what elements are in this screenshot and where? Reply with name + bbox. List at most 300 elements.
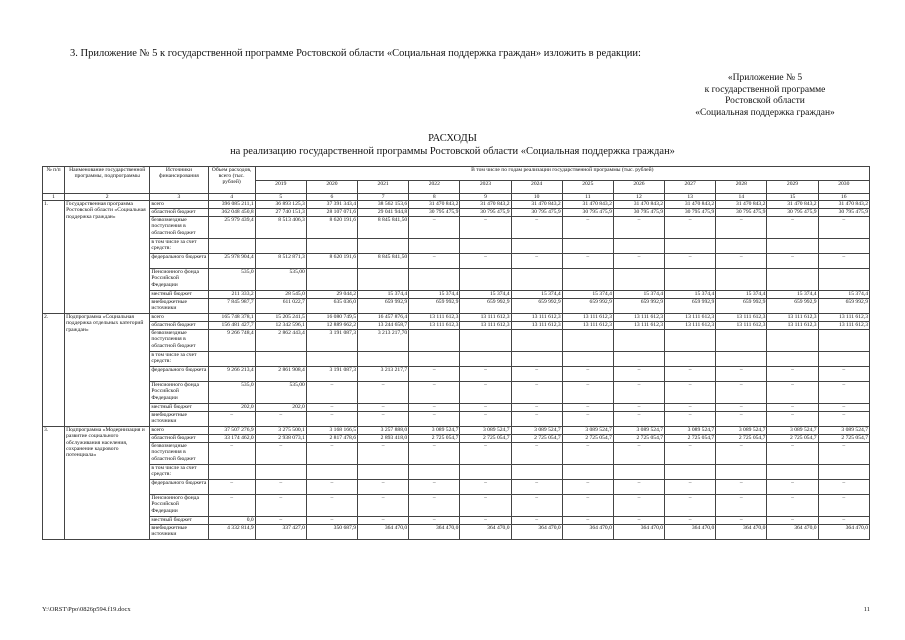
funding-source: всего: [150, 314, 208, 322]
funding-source: безвозмездные поступления в областной бюджет: [150, 217, 208, 239]
value-cell: [409, 239, 460, 254]
value-cell: 12 342 596,1: [255, 322, 306, 330]
value-cell: –: [716, 217, 767, 239]
value-cell: –: [358, 382, 409, 404]
funding-source: безвозмездные поступления в областной бюджет: [150, 330, 208, 352]
header-num: № п/п: [43, 167, 65, 194]
value-cell: 2 862 443,4: [255, 330, 306, 352]
page-number: 11: [863, 606, 870, 613]
appendix-line: «Социальная поддержка граждан»: [695, 107, 835, 118]
value-cell: 659 992,9: [409, 299, 460, 314]
funding-source: местный бюджет: [150, 517, 208, 525]
value-cell: –: [511, 217, 562, 239]
column-number: 4: [208, 194, 255, 201]
value-cell: 362 048 450,8: [208, 209, 255, 217]
value-cell: –: [716, 495, 767, 517]
table-row: [43, 443, 870, 465]
value-cell: –: [716, 404, 767, 412]
value-cell: –: [613, 480, 664, 495]
value-cell: –: [716, 382, 767, 404]
value-cell: [613, 330, 664, 352]
value-cell: 36 893 125,3: [255, 201, 306, 209]
value-cell: 13 111 612,3: [409, 314, 460, 322]
funding-source: федерального бюджета: [150, 367, 208, 382]
value-cell: [511, 269, 562, 291]
value-cell: [460, 239, 511, 254]
table-row: [43, 480, 870, 495]
value-cell: –: [818, 443, 869, 465]
value-cell: –: [306, 382, 357, 404]
column-number: 1: [43, 194, 65, 201]
funding-source: Пенсионного фонда Российской Федерации: [150, 382, 208, 404]
value-cell: –: [460, 382, 511, 404]
value-cell: –: [409, 517, 460, 525]
value-cell: 13 111 612,3: [511, 322, 562, 330]
value-cell: [409, 330, 460, 352]
header-year: 2024: [511, 180, 562, 194]
value-cell: –: [562, 404, 613, 412]
header-row: [43, 167, 870, 181]
value-cell: 364 470,0: [562, 525, 613, 540]
value-cell: 3 257 888,0: [358, 427, 409, 435]
value-cell: –: [409, 443, 460, 465]
value-cell: –: [613, 495, 664, 517]
value-cell: 13 111 612,3: [665, 314, 716, 322]
value-cell: –: [306, 517, 357, 525]
value-cell: –: [818, 517, 869, 525]
column-number: 2: [65, 194, 150, 201]
column-number: 12: [613, 194, 664, 201]
value-cell: 13 111 612,3: [818, 322, 869, 330]
value-cell: –: [562, 367, 613, 382]
table-row: [43, 217, 870, 239]
value-cell: 15 374,4: [818, 291, 869, 299]
value-cell: [460, 352, 511, 367]
header-year: 2028: [716, 180, 767, 194]
value-cell: [716, 269, 767, 291]
value-cell: –: [562, 443, 613, 465]
value-cell: –: [255, 517, 306, 525]
value-cell: 3 191 087,3: [306, 330, 357, 352]
value-cell: 8 512 871,3: [255, 254, 306, 269]
value-cell: –: [665, 517, 716, 525]
table-row: [43, 322, 870, 330]
value-cell: 13 111 612,3: [818, 314, 869, 322]
value-cell: 535,0: [208, 269, 255, 291]
value-cell: –: [306, 412, 357, 427]
value-cell: 3 089 524,7: [665, 427, 716, 435]
value-cell: 202,0: [255, 404, 306, 412]
value-cell: –: [716, 480, 767, 495]
value-cell: [255, 352, 306, 367]
value-cell: [358, 239, 409, 254]
table-row: [43, 495, 870, 517]
value-cell: –: [460, 367, 511, 382]
value-cell: [306, 352, 357, 367]
table-row: [43, 314, 870, 322]
value-cell: 15 205 241,5: [255, 314, 306, 322]
value-cell: –: [716, 517, 767, 525]
value-cell: –: [511, 443, 562, 465]
value-cell: [613, 352, 664, 367]
appendix-line: «Приложение № 5: [727, 73, 803, 83]
table-row: [43, 382, 870, 404]
value-cell: 13 244 658,7: [358, 322, 409, 330]
value-cell: 31 470 843,2: [716, 201, 767, 209]
value-cell: 364 470,0: [511, 525, 562, 540]
value-cell: 15 374,4: [562, 291, 613, 299]
value-cell: 202,0: [208, 404, 255, 412]
value-cell: –: [358, 412, 409, 427]
funding-source: областной бюджет: [150, 209, 208, 217]
file-path: Y:\ORST\Ppo\0826p594.f19.docx: [42, 606, 131, 613]
value-cell: 27 740 151,3: [255, 209, 306, 217]
funding-source: в том числе за счет средств:: [150, 352, 208, 367]
expenses-table: [42, 166, 870, 540]
value-cell: 2 725 054,7: [409, 435, 460, 443]
value-cell: 364 470,0: [409, 525, 460, 540]
table-row: [43, 404, 870, 412]
header-year: 2026: [613, 180, 664, 194]
value-cell: –: [358, 480, 409, 495]
value-cell: 3 089 524,7: [613, 427, 664, 435]
value-cell: 30 795 475,9: [818, 209, 869, 217]
funding-source: внебюджетные источники: [150, 525, 208, 540]
value-cell: 3 168 166,5: [306, 427, 357, 435]
value-cell: 364 470,0: [716, 525, 767, 540]
value-cell: –: [665, 495, 716, 517]
value-cell: 364 470,0: [665, 525, 716, 540]
value-cell: 364 470,0: [767, 525, 818, 540]
header-year: 2027: [665, 180, 716, 194]
value-cell: 38 562 153,6: [358, 201, 409, 209]
value-cell: [665, 239, 716, 254]
table-row: [43, 517, 870, 525]
value-cell: –: [767, 480, 818, 495]
funding-source: безвозмездные поступления в областной бюджет: [150, 443, 208, 465]
value-cell: [562, 239, 613, 254]
value-cell: –: [613, 254, 664, 269]
value-cell: –: [460, 495, 511, 517]
value-cell: 659 992,9: [511, 299, 562, 314]
value-cell: 7 845 987,7: [208, 299, 255, 314]
value-cell: 15 374,4: [613, 291, 664, 299]
funding-source: федерального бюджета: [150, 480, 208, 495]
value-cell: [306, 269, 357, 291]
funding-source: областной бюджет: [150, 435, 208, 443]
value-cell: 2 725 054,7: [613, 435, 664, 443]
value-cell: 31 470 843,2: [409, 201, 460, 209]
value-cell: 13 111 612,3: [511, 314, 562, 322]
value-cell: –: [511, 495, 562, 517]
table-row: [43, 201, 870, 209]
value-cell: 659 992,9: [818, 299, 869, 314]
value-cell: 2 893 418,0: [358, 435, 409, 443]
value-cell: –: [818, 217, 869, 239]
value-cell: 30 795 475,9: [613, 209, 664, 217]
value-cell: –: [511, 404, 562, 412]
value-cell: –: [818, 367, 869, 382]
value-cell: –: [306, 480, 357, 495]
table-row: [43, 269, 870, 291]
value-cell: [716, 465, 767, 480]
value-cell: 37 507 276,9: [208, 427, 255, 435]
value-cell: [409, 465, 460, 480]
value-cell: –: [460, 254, 511, 269]
value-cell: 3 213 217,70: [358, 330, 409, 352]
value-cell: 364 470,0: [358, 525, 409, 540]
header-years-caption: В том числе по годам реализации государственной программы (тыс. рублей): [255, 167, 869, 181]
value-cell: [409, 269, 460, 291]
value-cell: –: [665, 412, 716, 427]
value-cell: 13 111 612,3: [767, 322, 818, 330]
value-cell: –: [208, 480, 255, 495]
value-cell: 15 374,4: [409, 291, 460, 299]
value-cell: 30 795 475,9: [767, 209, 818, 217]
value-cell: [255, 465, 306, 480]
value-cell: –: [511, 382, 562, 404]
table-row: [43, 465, 870, 480]
value-cell: 659 992,9: [460, 299, 511, 314]
value-cell: [409, 352, 460, 367]
value-cell: –: [409, 254, 460, 269]
value-cell: [665, 269, 716, 291]
value-cell: 3 089 524,7: [767, 427, 818, 435]
value-cell: [562, 269, 613, 291]
column-number: 9: [460, 194, 511, 201]
value-cell: [562, 465, 613, 480]
value-cell: –: [613, 382, 664, 404]
value-cell: 3 275 500,1: [255, 427, 306, 435]
value-cell: 31 470 843,2: [818, 201, 869, 209]
value-cell: –: [665, 217, 716, 239]
value-cell: 659 992,9: [665, 299, 716, 314]
value-cell: [511, 239, 562, 254]
value-cell: 659 992,9: [767, 299, 818, 314]
value-cell: 2 725 054,7: [818, 435, 869, 443]
value-cell: –: [613, 443, 664, 465]
value-cell: 535,00: [255, 269, 306, 291]
header-year: 2019: [255, 180, 306, 194]
funding-source: местный бюджет: [150, 291, 208, 299]
value-cell: 337 427,0: [255, 525, 306, 540]
value-cell: –: [665, 367, 716, 382]
value-cell: –: [767, 443, 818, 465]
column-number: 10: [511, 194, 562, 201]
value-cell: 13 111 612,3: [665, 322, 716, 330]
value-cell: 13 111 612,3: [613, 314, 664, 322]
value-cell: 211 333,2: [208, 291, 255, 299]
value-cell: 659 992,9: [562, 299, 613, 314]
value-cell: [358, 352, 409, 367]
value-cell: –: [767, 382, 818, 404]
value-cell: [255, 239, 306, 254]
value-cell: 659 992,9: [358, 299, 409, 314]
block-name: Подпрограмма «Социальная поддержка отдельных категорий граждан»: [65, 314, 150, 427]
value-cell: 15 374,4: [358, 291, 409, 299]
value-cell: [767, 269, 818, 291]
value-cell: 3 213 217,7: [358, 367, 409, 382]
value-cell: 29 044,2: [306, 291, 357, 299]
header-year: 2030: [818, 180, 869, 194]
value-cell: –: [460, 217, 511, 239]
column-numbers-row: [43, 194, 870, 201]
value-cell: 165 748 378,1: [208, 314, 255, 322]
value-cell: –: [358, 404, 409, 412]
header-volume: Объем расходов, всего (тыс. рублей): [208, 167, 255, 194]
document-subtitle: на реализацию государственной программы Ростовской области «Социальная поддержка граждан»: [230, 146, 675, 157]
value-cell: 9 266 213,4: [208, 367, 255, 382]
table-row: [43, 299, 870, 314]
value-cell: 30 795 475,9: [460, 209, 511, 217]
value-cell: [562, 352, 613, 367]
column-number: 13: [665, 194, 716, 201]
value-cell: 2 817 478,6: [306, 435, 357, 443]
value-cell: –: [716, 254, 767, 269]
column-number: 7: [358, 194, 409, 201]
header-year: 2029: [767, 180, 818, 194]
value-cell: 13 111 612,3: [460, 314, 511, 322]
value-cell: –: [460, 480, 511, 495]
table-row: [43, 427, 870, 435]
value-cell: –: [208, 412, 255, 427]
value-cell: –: [562, 382, 613, 404]
value-cell: [511, 465, 562, 480]
value-cell: [511, 330, 562, 352]
column-number: 15: [767, 194, 818, 201]
value-cell: 13 111 612,3: [613, 322, 664, 330]
value-cell: –: [358, 517, 409, 525]
value-cell: –: [255, 412, 306, 427]
value-cell: 31 470 843,2: [511, 201, 562, 209]
funding-source: Пенсионного фонда Российской Федерации: [150, 495, 208, 517]
column-number: 11: [562, 194, 613, 201]
value-cell: 3 089 524,7: [562, 427, 613, 435]
value-cell: [665, 330, 716, 352]
funding-source: областной бюджет: [150, 322, 208, 330]
value-cell: [358, 465, 409, 480]
value-cell: –: [460, 443, 511, 465]
value-cell: [716, 330, 767, 352]
value-cell: –: [409, 480, 460, 495]
value-cell: –: [767, 404, 818, 412]
value-cell: –: [511, 517, 562, 525]
value-cell: 0,0: [208, 517, 255, 525]
value-cell: 2 725 054,7: [767, 435, 818, 443]
value-cell: –: [767, 412, 818, 427]
table-row: [43, 239, 870, 254]
header-name: Наименование государственной программы, подпрограммы: [65, 167, 150, 194]
value-cell: 3 089 524,7: [818, 427, 869, 435]
block-number: 1.: [43, 201, 65, 314]
block-number: 3.: [43, 427, 65, 540]
value-cell: 13 111 612,3: [562, 322, 613, 330]
value-cell: –: [409, 404, 460, 412]
value-cell: 350 687,9: [306, 525, 357, 540]
value-cell: –: [562, 495, 613, 517]
document-title: РАСХОДЫ: [428, 133, 477, 144]
value-cell: 8 620 191,6: [306, 217, 357, 239]
value-cell: 396 085 211,1: [208, 201, 255, 209]
value-cell: 4 332 814,9: [208, 525, 255, 540]
value-cell: 3 089 524,7: [716, 427, 767, 435]
value-cell: 29 041 944,8: [358, 209, 409, 217]
block-name: Государственная программа Ростовской области «Социальная поддержка граждан»: [65, 201, 150, 314]
value-cell: –: [818, 495, 869, 517]
value-cell: 15 374,4: [460, 291, 511, 299]
value-cell: –: [818, 412, 869, 427]
value-cell: 30 795 475,9: [511, 209, 562, 217]
funding-source: Пенсионного фонда Российской Федерации: [150, 269, 208, 291]
value-cell: 8 513 406,3: [255, 217, 306, 239]
table-row: [43, 254, 870, 269]
value-cell: 30 795 475,9: [665, 209, 716, 217]
table-row: [43, 367, 870, 382]
value-cell: –: [562, 412, 613, 427]
value-cell: 15 374,4: [767, 291, 818, 299]
value-cell: –: [511, 367, 562, 382]
value-cell: 13 111 612,3: [767, 314, 818, 322]
value-cell: 33 174 462,0: [208, 435, 255, 443]
value-cell: [460, 465, 511, 480]
value-cell: [665, 352, 716, 367]
value-cell: –: [613, 367, 664, 382]
value-cell: 2 725 054,7: [511, 435, 562, 443]
value-cell: [208, 352, 255, 367]
value-cell: 13 111 612,3: [409, 322, 460, 330]
value-cell: –: [767, 254, 818, 269]
column-number: 6: [306, 194, 357, 201]
value-cell: 30 795 475,9: [716, 209, 767, 217]
value-cell: 31 470 843,2: [665, 201, 716, 209]
value-cell: –: [767, 495, 818, 517]
header-year: 2025: [562, 180, 613, 194]
value-cell: [767, 465, 818, 480]
value-cell: 659 992,9: [613, 299, 664, 314]
value-cell: –: [665, 254, 716, 269]
appendix-caption: [670, 73, 860, 119]
value-cell: 364 470,0: [460, 525, 511, 540]
funding-source: в том числе за счет средств:: [150, 239, 208, 254]
intro-paragraph: 3. Приложение № 5 к государственной программе Ростовской области «Социальная поддержка граждан» изложить в редакции:: [70, 48, 641, 59]
value-cell: –: [562, 517, 613, 525]
value-cell: [818, 330, 869, 352]
column-number: 14: [716, 194, 767, 201]
value-cell: –: [358, 495, 409, 517]
value-cell: 25 978 904,4: [208, 254, 255, 269]
header-year: 2020: [306, 180, 357, 194]
value-cell: –: [409, 367, 460, 382]
value-cell: 13 111 612,3: [460, 322, 511, 330]
column-number: 8: [409, 194, 460, 201]
value-cell: 16 457 876,4: [358, 314, 409, 322]
value-cell: 31 470 843,2: [562, 201, 613, 209]
value-cell: –: [409, 217, 460, 239]
value-cell: 31 470 843,2: [767, 201, 818, 209]
value-cell: 535,00: [255, 382, 306, 404]
funding-source: внебюджетные источники: [150, 299, 208, 314]
value-cell: 2 725 054,7: [562, 435, 613, 443]
value-cell: –: [306, 443, 357, 465]
header-source: Источники финансирования: [150, 167, 208, 194]
value-cell: –: [767, 517, 818, 525]
value-cell: 3 191 087,3: [306, 367, 357, 382]
value-cell: 3 089 524,7: [511, 427, 562, 435]
value-cell: –: [409, 495, 460, 517]
table-row: [43, 435, 870, 443]
value-cell: 2 725 054,7: [665, 435, 716, 443]
value-cell: –: [460, 404, 511, 412]
